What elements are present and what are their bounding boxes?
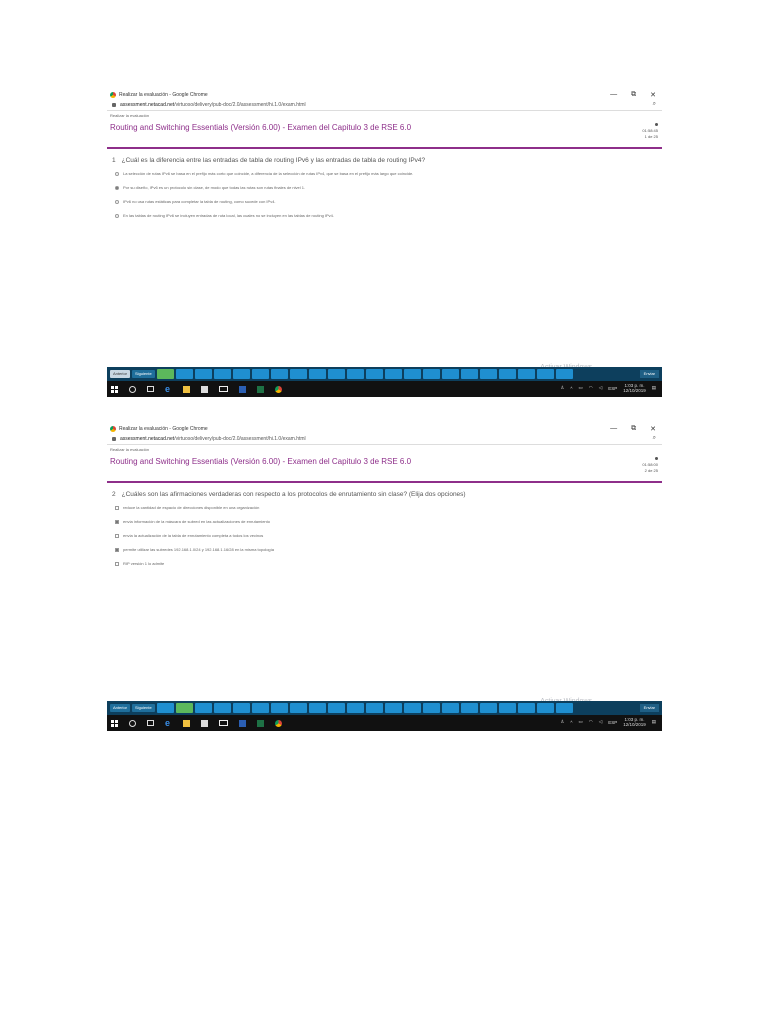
answer-option[interactable]: IPv6 no usa rutas estáticas para completar la tabla de routing, como sucede con IPv4. xyxy=(115,199,657,204)
radio-button[interactable] xyxy=(115,186,119,190)
question-squares xyxy=(157,369,573,379)
answer-option[interactable]: La selección de rutas IPv6 se basa en el prefijo más corto que coincide, a diferencia de la selección de rutas IPv4, que se basa en el prefijo más largo que coincide. xyxy=(115,171,657,176)
question-square[interactable] xyxy=(442,369,459,379)
notifications-icon[interactable]: ▤ xyxy=(651,385,656,390)
screenshot-2 xyxy=(107,424,662,731)
clock[interactable]: 1:03 p. m. 12/10/2019 xyxy=(623,717,646,727)
question-square[interactable] xyxy=(309,703,326,713)
chrome-icon xyxy=(110,92,116,98)
submit-button[interactable]: Enviar xyxy=(640,704,659,712)
answer-option[interactable]: envía información de la máscara de subred en las actualizaciones de enrutamiento xyxy=(115,519,657,524)
file-explorer-icon[interactable] xyxy=(183,720,190,727)
answer-option[interactable]: En las tablas de routing IPv6 se incluyen entradas de ruta local, las cuales no se incluyen en las tablas de routing IPv4. xyxy=(115,213,657,218)
radio-button[interactable] xyxy=(115,214,119,218)
question-square[interactable] xyxy=(157,369,174,379)
screenshot-1 xyxy=(107,90,662,397)
question-square[interactable] xyxy=(404,369,421,379)
task-view-icon[interactable] xyxy=(147,386,154,392)
question-square[interactable] xyxy=(309,369,326,379)
question-square[interactable] xyxy=(518,369,535,379)
question-square[interactable] xyxy=(290,369,307,379)
minimize-button[interactable]: — xyxy=(610,425,618,432)
excel-icon[interactable] xyxy=(257,386,264,393)
question-square[interactable] xyxy=(195,703,212,713)
answer-option[interactable]: reduce la cantidad de espacio de direcciones disponible en una organización xyxy=(115,505,657,510)
task-view-icon[interactable] xyxy=(147,720,154,726)
page-tab-label: Realizar la evaluación xyxy=(110,447,150,452)
question-square[interactable] xyxy=(385,369,402,379)
answer-option[interactable]: Por su diseño, IPv6 es un protocolo sin clase, de modo que todas las rutas son rutas finales de nivel 1. xyxy=(115,185,657,190)
url-domain: assessment.netacad.net xyxy=(120,102,175,108)
checkbox[interactable] xyxy=(115,548,119,552)
question-square[interactable] xyxy=(423,703,440,713)
question-counter: 1 de 25 xyxy=(644,134,658,139)
page-tab-label: Realizar la evaluación xyxy=(110,113,150,118)
window-title: Realizar la evaluación - Google Chrome xyxy=(119,92,208,98)
excel-icon[interactable] xyxy=(257,720,264,727)
person-icon[interactable]: ♙ xyxy=(560,385,565,390)
timer xyxy=(642,456,658,474)
question-square[interactable] xyxy=(537,369,554,379)
radio-button[interactable] xyxy=(115,200,119,204)
checkbox[interactable] xyxy=(115,506,119,510)
question-square[interactable] xyxy=(537,703,554,713)
question-square[interactable] xyxy=(499,369,516,379)
clock[interactable]: 1:03 p. m. 12/10/2019 xyxy=(623,383,646,393)
edge-icon[interactable]: e xyxy=(165,383,171,394)
language-indicator[interactable]: ESP xyxy=(608,385,618,391)
windows-start-icon[interactable] xyxy=(111,720,118,727)
question-square[interactable] xyxy=(385,703,402,713)
question-square[interactable] xyxy=(556,703,573,713)
window-title: Realizar la evaluación - Google Chrome xyxy=(119,426,208,432)
question-square[interactable] xyxy=(423,369,440,379)
answer-option[interactable]: RIP versión 1 lo admite xyxy=(115,561,657,566)
close-button[interactable]: ✕ xyxy=(650,92,656,99)
exam-header xyxy=(107,121,662,149)
chevron-up-icon[interactable]: ^ xyxy=(570,719,573,725)
question-square[interactable] xyxy=(233,703,250,713)
edge-icon[interactable]: e xyxy=(165,717,171,728)
question-square[interactable] xyxy=(461,369,478,379)
url-domain: assessment.netacad.net xyxy=(120,436,175,442)
question-square[interactable] xyxy=(290,703,307,713)
search-icon[interactable] xyxy=(129,386,136,393)
word-icon[interactable] xyxy=(239,386,246,393)
exam-title: Routing and Switching Essentials (Versión 6.00) - Examen del Capitulo 3 de RSE 6.0 xyxy=(110,457,412,466)
question-square[interactable] xyxy=(214,369,231,379)
question-square[interactable] xyxy=(347,703,364,713)
address-bar[interactable] xyxy=(107,434,662,445)
zoom-icon[interactable]: ⌕ xyxy=(652,435,656,441)
chrome-icon[interactable] xyxy=(275,720,282,727)
windows-taskbar xyxy=(107,715,662,731)
language-indicator[interactable]: ESP xyxy=(608,719,618,725)
window-titlebar xyxy=(107,424,662,434)
submit-button[interactable]: Enviar xyxy=(640,370,659,378)
previous-button[interactable]: Anterior xyxy=(110,704,130,712)
timer-value: 01:58:00 xyxy=(642,462,658,467)
question-square[interactable] xyxy=(233,369,250,379)
restore-button[interactable]: ⧉ xyxy=(631,425,637,432)
question-square[interactable] xyxy=(347,369,364,379)
exam-header xyxy=(107,455,662,483)
question-square[interactable] xyxy=(157,703,174,713)
question-square[interactable] xyxy=(442,703,459,713)
question-square[interactable] xyxy=(252,369,269,379)
question-square[interactable] xyxy=(176,369,193,379)
chrome-icon[interactable] xyxy=(275,386,282,393)
timer-value: 01:58:45 xyxy=(642,128,658,133)
question-square[interactable] xyxy=(176,703,193,713)
question-square[interactable] xyxy=(271,703,288,713)
question-square[interactable] xyxy=(480,703,497,713)
word-icon[interactable] xyxy=(239,720,246,727)
zoom-icon[interactable]: ⌕ xyxy=(652,101,656,107)
close-button[interactable]: ✕ xyxy=(650,426,656,433)
question-square[interactable] xyxy=(252,703,269,713)
answer-option[interactable]: permite utilizar las subredes 192.168.1.0/24 y 192.168.1.16/28 en la misma topología xyxy=(115,547,657,552)
restore-button[interactable]: ⧉ xyxy=(631,91,637,98)
mail-icon[interactable] xyxy=(219,386,228,392)
question-square[interactable] xyxy=(328,703,345,713)
checkbox[interactable] xyxy=(115,520,119,524)
wifi-icon[interactable]: ◠ xyxy=(588,385,593,390)
radio-button[interactable] xyxy=(115,172,119,176)
question-square[interactable] xyxy=(404,703,421,713)
question-square[interactable] xyxy=(480,369,497,379)
volume-icon[interactable]: ◁ xyxy=(598,385,603,390)
system-tray xyxy=(560,383,656,393)
exam-navigation xyxy=(107,701,662,715)
chevron-up-icon[interactable]: ^ xyxy=(570,385,573,391)
minimize-button[interactable]: — xyxy=(610,91,618,98)
network-icon[interactable]: ▭ xyxy=(578,385,583,390)
lock-icon xyxy=(112,103,116,107)
url-path: /virtuoso/delivery/pub-doc/2.0/assessment/hi.1.0/exam.html xyxy=(174,102,306,108)
question-square[interactable] xyxy=(556,369,573,379)
file-explorer-icon[interactable] xyxy=(183,386,190,393)
notifications-icon[interactable]: ▤ xyxy=(651,719,656,724)
question-square[interactable] xyxy=(214,703,231,713)
question-text: 2 ¿Cuáles son las afirmaciones verdaderas con respecto a los protocolos de enrutamiento sin clase? (Elija dos opciones) xyxy=(112,491,466,498)
chrome-icon xyxy=(110,426,116,432)
system-tray xyxy=(560,717,656,727)
question-square[interactable] xyxy=(195,369,212,379)
question-square[interactable] xyxy=(461,703,478,713)
window-titlebar xyxy=(107,90,662,100)
network-icon[interactable]: ▭ xyxy=(578,719,583,724)
question-square[interactable] xyxy=(328,369,345,379)
store-icon[interactable] xyxy=(201,720,208,727)
question-text: 1 ¿Cuál es la diferencia entre las entradas de tabla de routing IPv6 y las entradas de tabla de routing IPv4? xyxy=(112,157,426,164)
next-button[interactable]: Siguiente xyxy=(132,370,155,378)
timer-icon xyxy=(655,457,658,460)
question-square[interactable] xyxy=(366,703,383,713)
wifi-icon[interactable]: ◠ xyxy=(588,719,593,724)
checkbox[interactable] xyxy=(115,534,119,538)
exam-title: Routing and Switching Essentials (Versión 6.00) - Examen del Capitulo 3 de RSE 6.0 xyxy=(110,123,412,132)
answer-option[interactable]: envía la actualización de la tabla de enrutamiento completa a todos los vecinos xyxy=(115,533,657,538)
search-icon[interactable] xyxy=(129,720,136,727)
timer-icon xyxy=(655,123,658,126)
store-icon[interactable] xyxy=(201,386,208,393)
question-square[interactable] xyxy=(271,369,288,379)
lock-icon xyxy=(112,437,116,441)
address-bar[interactable] xyxy=(107,100,662,111)
person-icon[interactable]: ♙ xyxy=(560,719,565,724)
timer xyxy=(642,122,658,140)
windows-taskbar xyxy=(107,381,662,397)
question-area xyxy=(107,149,662,367)
checkbox[interactable] xyxy=(115,562,119,566)
question-squares xyxy=(157,703,573,713)
question-square[interactable] xyxy=(518,703,535,713)
question-square[interactable] xyxy=(499,703,516,713)
url-path: /virtuoso/delivery/pub-doc/2.0/assessment/hi.1.0/exam.html xyxy=(174,436,306,442)
question-square[interactable] xyxy=(366,369,383,379)
question-area xyxy=(107,483,662,701)
question-counter: 2 de 25 xyxy=(644,468,658,473)
volume-icon[interactable]: ◁ xyxy=(598,719,603,724)
next-button[interactable]: Siguiente xyxy=(132,704,155,712)
mail-icon[interactable] xyxy=(219,720,228,726)
exam-navigation xyxy=(107,367,662,381)
previous-button[interactable]: Anterior xyxy=(110,370,130,378)
windows-start-icon[interactable] xyxy=(111,386,118,393)
